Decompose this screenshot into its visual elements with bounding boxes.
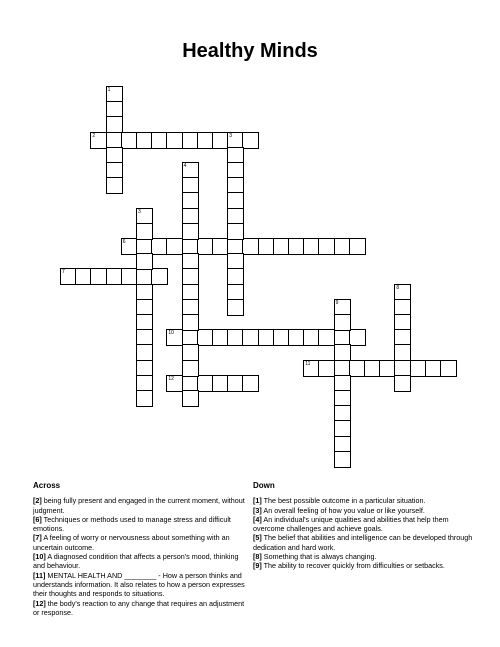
clue-text: A diagnosed condition that affects a person's mood, thinking and behaviour. <box>33 552 239 571</box>
cell-number: 10 <box>168 330 174 337</box>
clue-item <box>33 533 248 552</box>
cell-number: 1 <box>107 87 111 93</box>
clue-number: [9] <box>253 561 262 571</box>
grid-cell[interactable] <box>136 223 153 240</box>
clue-item <box>33 599 248 618</box>
cell-number: 6 <box>122 239 126 245</box>
cell-number: 2 <box>92 132 96 139</box>
across-clues <box>33 481 248 617</box>
down-heading: Down <box>253 481 275 490</box>
grid-cell[interactable] <box>242 375 259 392</box>
grid-cell[interactable] <box>227 223 244 240</box>
clue-text: the body's reaction to any change that requires an adjustment or response. <box>33 598 245 617</box>
cell-number: 7 <box>62 269 65 276</box>
clue-item <box>33 552 248 571</box>
clue-text: being fully present and engaged in the current moment, without judgment. <box>33 496 245 515</box>
grid-cell[interactable] <box>227 299 244 316</box>
clue-number: [7] <box>33 533 42 543</box>
clue-text: A feeling of worry or nervousness about something with an uncertain outcome. <box>33 533 230 552</box>
grid-cell[interactable] <box>182 390 199 407</box>
clue-number: [12] <box>33 598 46 608</box>
clue-number: [5] <box>253 533 262 543</box>
grid-cell[interactable] <box>394 375 411 392</box>
clue-text: MENTAL HEALTH AND ________ - How a person thinks and understands information. It also relates to how a person expresses their thoughts and responds to situations. <box>33 570 245 599</box>
clue-number: [6] <box>33 514 42 524</box>
clue-item <box>253 506 473 515</box>
grid-cell[interactable] <box>136 390 153 407</box>
grid-cell[interactable] <box>106 116 123 133</box>
clue-text: Techniques or methods used to manage stress and difficult emotions. <box>33 514 231 534</box>
grid-cell[interactable] <box>182 360 199 377</box>
clue-item <box>253 533 473 552</box>
clue-number: [8] <box>253 552 262 562</box>
clue-item <box>33 496 248 515</box>
page-title: Healthy Minds <box>182 40 318 62</box>
grid-cell[interactable] <box>136 253 153 270</box>
clue-number: [3] <box>253 505 262 515</box>
clue-item <box>253 552 473 561</box>
grid-cell[interactable] <box>349 238 366 255</box>
across-heading: Across <box>33 481 61 490</box>
clue-number: [4] <box>253 514 262 524</box>
cell-number: 9 <box>335 299 339 306</box>
clue-item <box>253 515 473 534</box>
grid-cell[interactable] <box>242 132 259 149</box>
clue-number: [11] <box>33 570 46 580</box>
grid-cell[interactable] <box>151 268 168 285</box>
clue-text: An overall feeling of how you value or like yourself. <box>263 505 425 515</box>
down-clues <box>253 481 473 571</box>
clue-number: [10] <box>33 552 46 562</box>
clue-item <box>33 571 248 599</box>
cell-number: 4 <box>183 163 187 169</box>
grid-cell[interactable] <box>106 177 123 194</box>
clue-text: The belief that abilities and intelligence can be developed through dedication and hard work. <box>253 533 473 552</box>
grid-cell[interactable] <box>182 314 199 331</box>
cell-number: 11 <box>305 360 311 367</box>
clue-text: An individual's unique qualities and abilities that help them overcome challenges and achieve goals. <box>253 514 449 534</box>
grid-cell[interactable] <box>182 223 199 240</box>
clue-text: The best possible outcome in a particular situation. <box>263 496 426 506</box>
clue-text: The ability to recover quickly from difficulties or setbacks. <box>263 561 445 571</box>
grid-cell[interactable] <box>334 451 351 468</box>
cell-number: 8 <box>396 284 400 291</box>
clue-text: Something that is always changing. <box>263 552 377 562</box>
clue-item <box>253 561 473 570</box>
grid-cell[interactable] <box>394 344 411 361</box>
grid-cell[interactable] <box>334 344 351 361</box>
grid-cell[interactable] <box>334 314 351 331</box>
cell-number: 12 <box>168 375 174 382</box>
grid-cell[interactable] <box>349 329 366 346</box>
clue-number: [2] <box>33 496 42 506</box>
clue-item <box>253 496 473 505</box>
clue-number: [1] <box>253 496 262 506</box>
cell-number: 3 <box>229 132 232 139</box>
cell-number: 3 <box>138 208 141 215</box>
clue-item <box>33 515 248 534</box>
grid-cell[interactable] <box>440 360 457 377</box>
